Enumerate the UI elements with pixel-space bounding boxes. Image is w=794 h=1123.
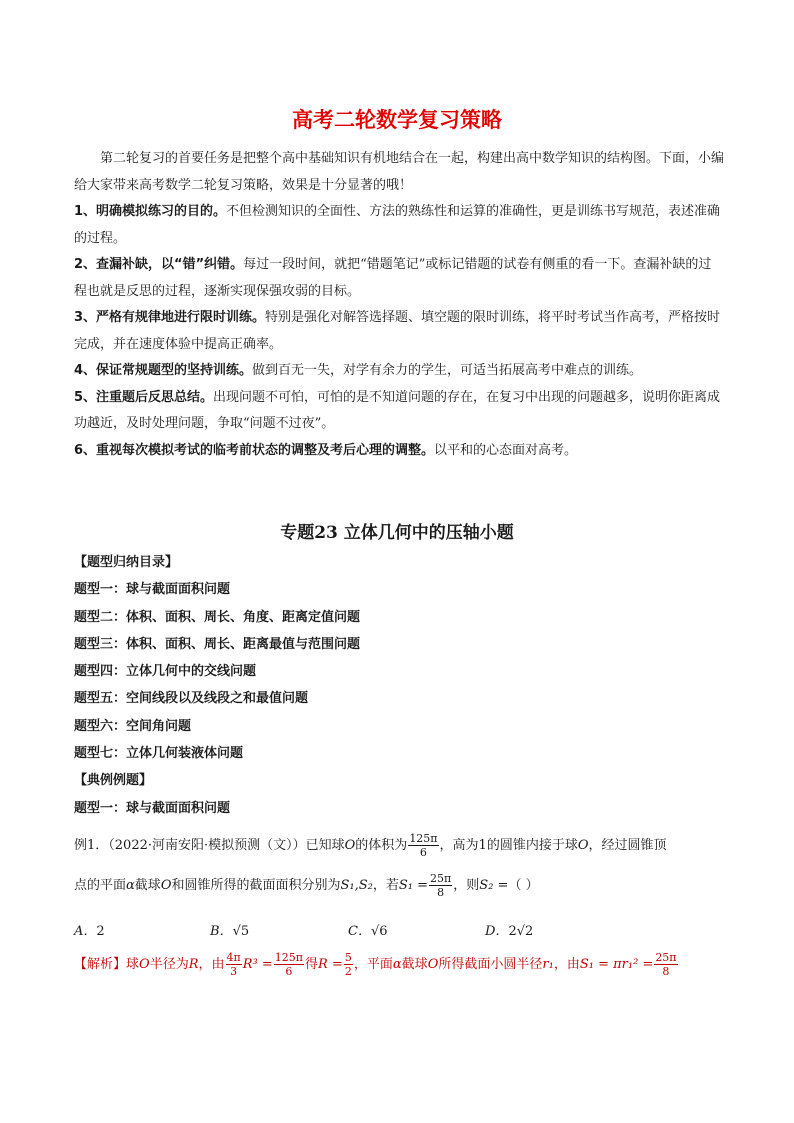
fraction: $\frac{25\pi}{8}$ [655, 951, 677, 978]
type-one-heading: 题型一：球与截面面积问题 [74, 800, 231, 816]
option-c: C．√6 [348, 924, 388, 939]
strategy-head: 1、明确模拟练习的目的。 [74, 204, 227, 219]
strategy-head: 4、保证常规题型的坚持训练。 [74, 363, 253, 378]
strategy-item [74, 358, 724, 385]
section-title: 专题23 立体几何中的压轴小题 [280, 523, 514, 543]
strategy-head: 6、重视每次模拟考试的临考前状态的调整及考后心理的调整。 [74, 442, 435, 458]
option-a: A．2 [74, 924, 105, 939]
fraction: $\frac{4\pi}{3}$ [226, 951, 241, 978]
solution-line: 【解析】球O半径为R，由 $\frac{4\pi}{3}$ R³ = $\frac{125\pi}{6}$ 得R = $\frac{5}{2}$ ，平面α截球O所得截面小圆半径r₁，由S₁ = πr₁² = $\frac{25\pi}{8}$ [74, 951, 677, 978]
strategy-body: 特别是强化对解答选择题、填空题的限时训练，将平时考试当作高考，严格按时完成，并在速度体验中提高正确率。 [74, 310, 721, 352]
catalog-item: 题型五：空间线段以及线段之和最值问题 [74, 691, 309, 707]
strategy-item [74, 199, 724, 252]
strategy-item [74, 305, 724, 358]
example-line-1: 例1．（2022·河南安阳·模拟预测（文））已知球O的体积为 $\frac{125\pi}{6}$ ，高为1的圆锥内接于球O，经过圆锥顶 [74, 832, 667, 859]
strategy-item [74, 438, 724, 465]
strategy-body: 出现问题不可怕，可怕的是不知道问题的存在，在复习中出现的问题越多，说明你距离成功越近，及时处理问题，争取“问题不过夜”。 [74, 389, 721, 431]
main-title: 高考二轮数学复习策略 [292, 108, 502, 132]
strategy-item [74, 385, 724, 438]
catalog [74, 549, 724, 822]
catalog-item: 题型二：体积、面积、周长、角度、距离定值问题 [74, 609, 361, 625]
examples-header: 【典例例题】 [74, 773, 153, 789]
catalog-item: 题型四：立体几何中的交线问题 [74, 664, 257, 680]
strategy-head: 5、注重题后反思总结。 [74, 389, 214, 405]
solution-tag: 【解析】 [74, 957, 127, 972]
strategy-body: 每过一段时间，就把“错题笔记”或标记错题的试卷有侧重的看一下。查漏补缺的过程也就是反思的过程，逐渐实现保强攻弱的目标。 [74, 257, 712, 299]
catalog-header: 【题型归纳目录】 [74, 555, 179, 570]
s1-fraction: $\frac{25\pi}{8}$ [430, 872, 452, 899]
strategy-list [74, 199, 724, 464]
volume-fraction: $\frac{125\pi}{6}$ [409, 832, 438, 859]
catalog-item: 题型六：空间角问题 [74, 718, 192, 734]
fraction: $\frac{5}{2}$ [344, 951, 352, 978]
example-line-2: 点的平面α截球O和圆锥所得的截面面积分别为S₁,S₂，若S₁ = $\frac{25\pi}{8}$ ，则S₂ =（ ） [74, 872, 539, 899]
catalog-item: 题型七：立体几何装液体问题 [74, 746, 244, 762]
strategy-body: 以平和的心态面对高考。 [434, 442, 578, 458]
option-b: B．√5 [210, 924, 250, 939]
strategy-body: 做到百无一失，对学有余力的学生，可适当拓展高考中难点的训练。 [252, 363, 643, 378]
catalog-item: 题型一：球与截面面积问题 [74, 582, 231, 598]
strategy-head: 2、查漏补缺，以“错”纠错。 [74, 257, 244, 272]
intro-paragraph: 第二轮复习的首要任务是把整个高中基础知识有机地结合在一起，构建出高中数学知识的结构图。下面，小编给大家带来高考数学二轮复习策略，效果是十分显著的哦！ [74, 151, 725, 193]
strategy-body: 不但检测知识的全面性、方法的熟练性和运算的准确性，更是训练书写规范，表述准确的过程。 [74, 204, 721, 246]
strategy-item [74, 252, 724, 305]
fraction: $\frac{125\pi}{6}$ [274, 951, 304, 978]
option-d: D．2√2 [485, 924, 534, 939]
strategy-head: 3、严格有规律地进行限时训练。 [74, 310, 266, 325]
catalog-item: 题型三：体积、面积、周长、距离最值与范围问题 [74, 636, 361, 652]
